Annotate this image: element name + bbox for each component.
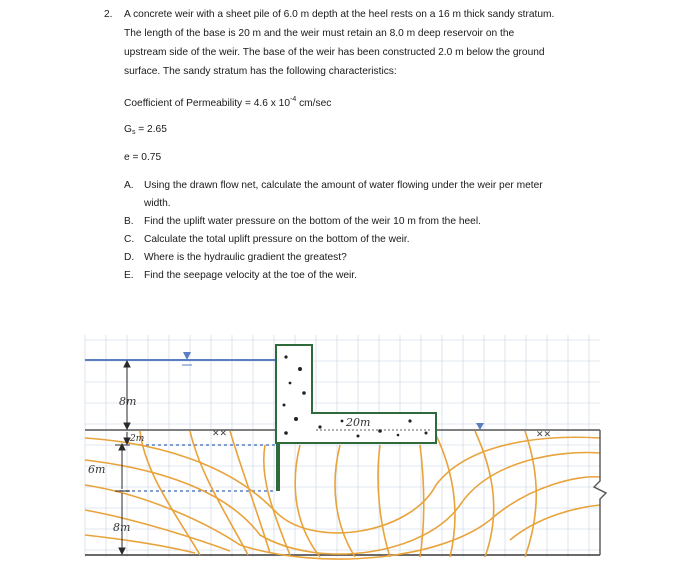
subquestion-text: Where is the hydraulic gradient the greatest?: [144, 252, 347, 263]
subquestion-text: Find the uplift water pressure on the bottom of the weir 10 m from the heel.: [144, 216, 481, 227]
below-pile-label: 8m: [113, 521, 131, 534]
subquestion-letter: B.: [124, 216, 134, 227]
reservoir-depth-label: 8m: [119, 395, 137, 408]
flow-line: [85, 453, 600, 555]
equipotential-line: [378, 445, 390, 557]
specific-gravity: [124, 120, 167, 142]
stratum-thickness-label: 6m: [88, 463, 106, 476]
subquestion-letter: C.: [124, 234, 135, 245]
flow-line: [85, 437, 600, 533]
gs-value: = 2.65: [135, 124, 167, 135]
tailwater-marker-icon: [476, 423, 484, 430]
subquestion-letter: D.: [124, 252, 135, 263]
intro-line-4: surface. The sandy stratum has the following characteristics:: [124, 66, 397, 77]
equipotential-line: [140, 431, 200, 555]
intro-line-2: The length of the base is 20 m and the weir must retain an 8.0 m deep reservoir on the: [124, 28, 515, 39]
subquestion-letter: A.: [124, 180, 134, 191]
subquestion-letter: E.: [124, 270, 134, 281]
permeability-exponent: -4: [290, 96, 297, 103]
flow-net: [85, 431, 600, 559]
equipotential-line: [335, 445, 355, 557]
graph-paper-grid: [85, 335, 600, 557]
base-length-label: 20m: [346, 416, 371, 429]
gs-subscript: s: [131, 129, 136, 136]
intro-line-3: upstream side of the weir. The base of the weir has been constructed 2.0 m below the ground: [124, 47, 545, 58]
permeability-unit: cm/sec: [296, 98, 332, 109]
question-number: 2.: [104, 9, 113, 20]
intro-line-1: A concrete weir with a sheet pile of 6.0 m depth at the heel rests on a 16 m thick sandy stratum.: [124, 9, 555, 20]
gs-symbol: G: [124, 124, 132, 135]
flow-net-figure: [80, 335, 620, 567]
subquestion-text: width.: [144, 198, 171, 209]
ground-hatch: ✕✕: [212, 428, 228, 438]
equipotential-line: [190, 431, 248, 555]
embedment-label: 2m: [130, 434, 145, 444]
ground-hatch: ✕✕: [536, 429, 552, 439]
equipotential-line: [436, 435, 455, 557]
void-ratio: e = 0.75: [124, 152, 162, 163]
flow-line: [85, 505, 600, 551]
subquestion-text: Find the seepage velocity at the toe of the weir.: [144, 270, 357, 281]
permeability: [124, 90, 331, 113]
section-break: [594, 430, 606, 555]
permeability-label: Coefficient of Permeability = 4.6 x 10: [124, 98, 291, 109]
equipotential-line: [420, 445, 424, 557]
subquestion-text: Calculate the total uplift pressure on the bottom of the weir.: [144, 234, 410, 245]
subquestion-text: Using the drawn flow net, calculate the amount of water flowing under the weir per meter: [144, 180, 543, 191]
